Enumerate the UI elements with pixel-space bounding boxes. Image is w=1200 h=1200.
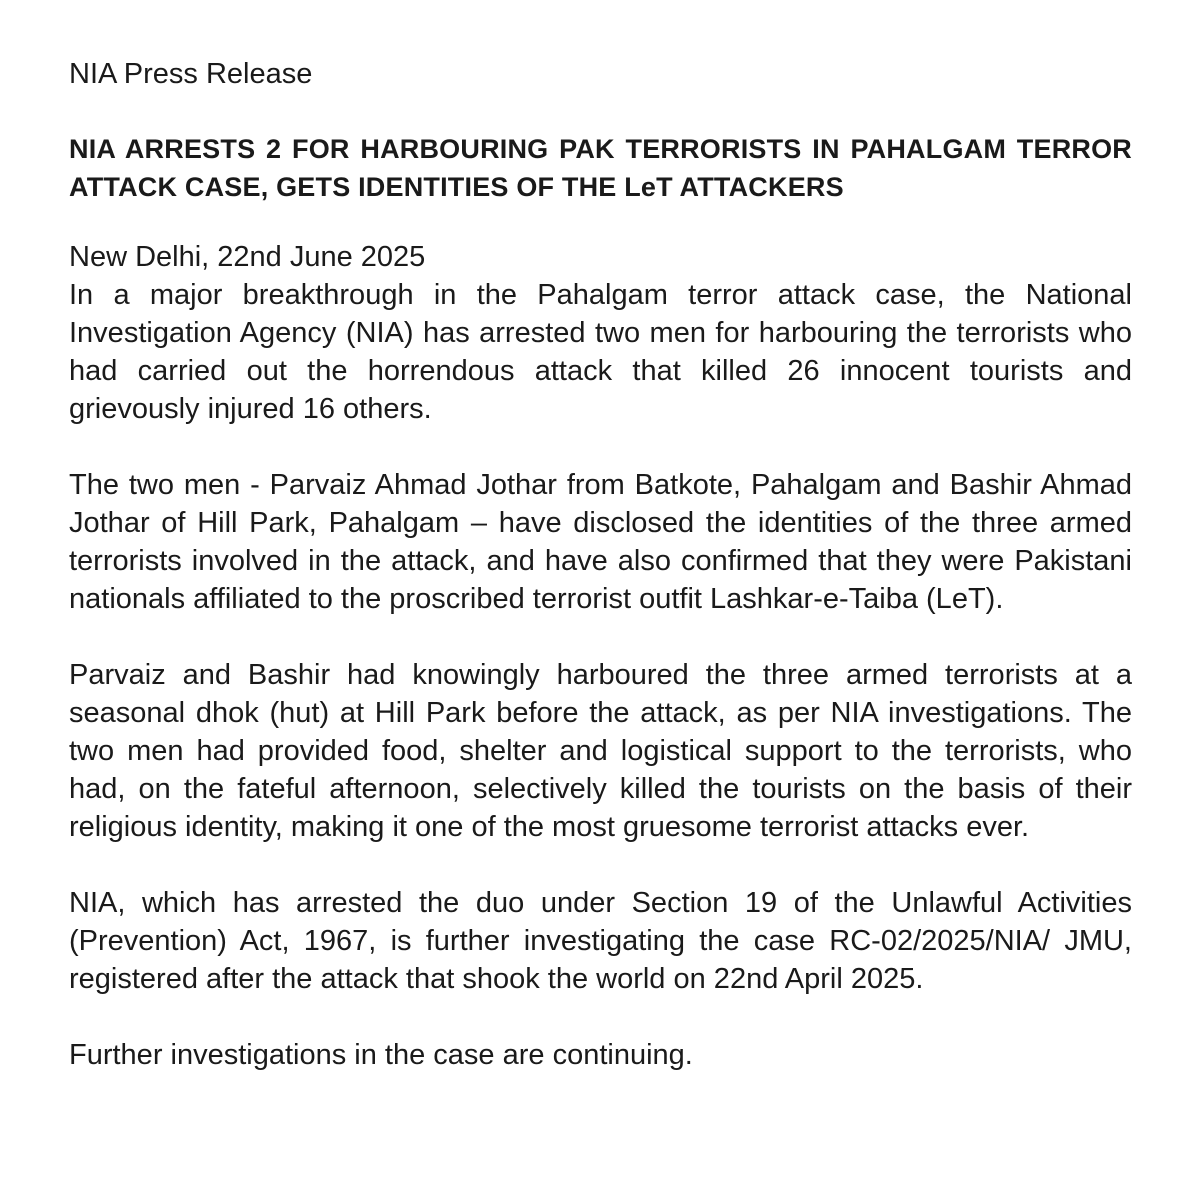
paragraph-2: The two men - Parvaiz Ahmad Jothar from Batkote, Pahalgam and Bashir Ahmad Jothar of Hill Park, Pahalgam – have disclosed the identities of the three armed terrorists involved in the attack, and have also confirmed that they were Pakistani nationals affiliated to the proscribed terrorist outfit Lashkar-e-Taiba (LeT). (69, 469, 1132, 615)
document-label: NIA Press Release (69, 58, 313, 90)
headline: NIA ARRESTS 2 FOR HARBOURING PAK TERRORISTS IN PAHALGAM TERROR ATTACK CASE, GETS IDENTITIES OF THE LeT ATTACKERS (69, 134, 1132, 202)
paragraph-3: Parvaiz and Bashir had knowingly harboured the three armed terrorists at a seasonal dhok (hut) at Hill Park before the attack, as per NIA investigations. The two men had provided food, shelter and logistical support to the terrorists, who had, on the fateful afternoon, selectively killed the tourists on the basis of their religious identity, making it one of the most gruesome terrorist attacks ever. (69, 659, 1132, 843)
paragraph-5: Further investigations in the case are continuing. (69, 1039, 693, 1071)
paragraph-4: NIA, which has arrested the duo under Section 19 of the Unlawful Activities (Prevention) Act, 1967, is further investigating the case RC-02/2025/NIA/ JMU, registered after the attack that shook the world on 22nd April 2025. (69, 887, 1132, 995)
press-release-document (69, 55, 1132, 1074)
paragraph-1: In a major breakthrough in the Pahalgam terror attack case, the National Investigation Agency (NIA) has arrested two men for harbouring the terrorists who had carried out the horrendous attack that killed 26 innocent tourists and grievously injured 16 others. (69, 279, 1132, 425)
dateline: New Delhi, 22nd June 2025 (69, 241, 426, 273)
